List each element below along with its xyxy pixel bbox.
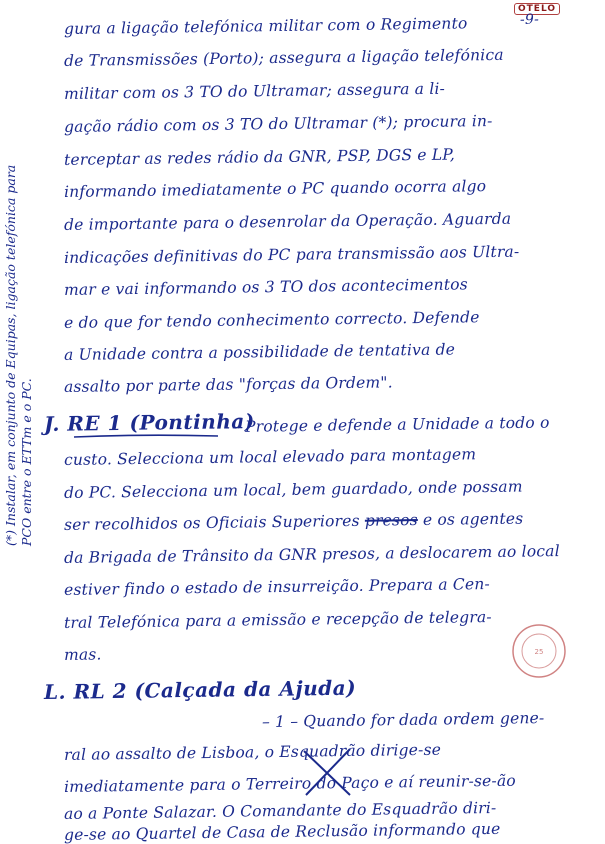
- margin-annotation: [3, 136, 35, 546]
- text-line: imediatamente para o Terreiro do Paço e aí reunir-se-ão: [63, 771, 517, 796]
- section-heading-l: L. RL 2 (Calçada da Ajuda): [43, 675, 357, 704]
- text-line: gação rádio com os 3 TO do Ultramar (*); procura in-: [63, 112, 493, 136]
- text-line: ral ao assalto de Lisboa, o Esquadrão dirige-se: [63, 740, 442, 764]
- svg-text:25: 25: [534, 648, 544, 656]
- section-heading-j: J. RE 1 (Pontinha): [43, 409, 255, 436]
- margin-annotation-line: (*) Instalar, em conjunto de Equipas, ligação telefónica para: [3, 164, 18, 546]
- text-line: da Brigada de Trânsito da GNR presos, a deslocarem ao local: [63, 542, 560, 567]
- text-line: – Protege e defende a Unidade a todo o: [231, 413, 550, 436]
- text-line: de Transmissões (Porto); assegura a ligação telefónica: [63, 45, 504, 70]
- text-line: mar e vai informando os 3 TO dos acontecimentos: [63, 275, 469, 299]
- struck-word: presos: [364, 511, 418, 530]
- cross-out-mark: [300, 745, 356, 801]
- text-line: custo. Selecciona um local elevado para montagem: [63, 445, 477, 469]
- page-number: -9-: [519, 11, 540, 28]
- text-line: ao a Ponte Salazar. O Comandante do Esquadrão diri-: [63, 798, 497, 823]
- archive-stamp: OTELO: [514, 3, 560, 15]
- text-line: [64, 510, 524, 534]
- text-line: assalto por parte das "forças da Ordem".: [63, 373, 393, 396]
- text-line: de importante para o desenrolar da Operação. Aguarda: [63, 209, 512, 234]
- text-line: – 1 – Quando for dada ordem gene-: [261, 709, 545, 731]
- text-line: militar com os 3 TO do Ultramar; assegura a li-: [63, 79, 446, 103]
- text-line: estiver findo o estado de insurreição. Prepara a Cen-: [63, 575, 491, 599]
- text-fragment: e os agentes: [417, 509, 524, 530]
- text-fragment: ser recolhidos os Oficiais Superiores: [63, 511, 360, 534]
- text-line: tral Telefónica para a emissão e recepção de telegra-: [63, 608, 492, 632]
- text-line: a Unidade contra a possibilidade de tentativa de: [63, 340, 456, 364]
- text-line: mas.: [63, 645, 102, 664]
- text-line: terceptar as redes rádio da GNR, PSP, DGS e LP,: [63, 145, 456, 169]
- archive-seal-icon: [510, 622, 568, 680]
- text-line: indicações definitivas do PC para transmissão aos Ultra-: [63, 242, 520, 267]
- heading-underline: [72, 432, 222, 440]
- text-line: do PC. Selecciona um local, bem guardado, onde possam: [63, 477, 523, 502]
- text-line: gura a ligação telefónica militar com o Regimento: [63, 14, 468, 38]
- text-line: ge-se ao Quartel de Casa de Reclusão informando que: [63, 819, 501, 844]
- text-line: e do que for tendo conhecimento correcto. Defende: [63, 308, 480, 332]
- margin-annotation-line: PCO entre o ETTm e o PC.: [19, 378, 34, 546]
- text-line: informando imediatamente o PC quando ocorra algo: [63, 177, 487, 201]
